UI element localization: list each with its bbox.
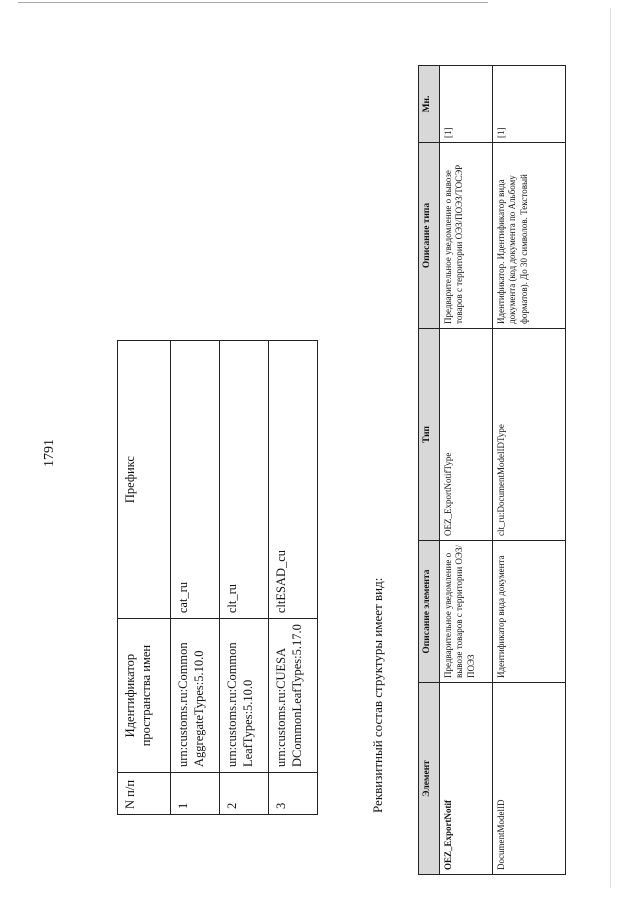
row-n: 2	[220, 773, 269, 815]
table-row	[440, 66, 493, 875]
row-type-description: Идентификатор. Идентификатор вида документа (код документа по Альбому форматов). До 30 символов. Текстовый	[493, 143, 566, 329]
row-type: OEZ_ExportNotifType	[440, 329, 493, 541]
row-prefix: clt_ru	[220, 341, 269, 619]
structure-table-header	[419, 66, 440, 875]
table-row	[493, 66, 566, 875]
header-prefix: Префикс	[118, 341, 171, 619]
header-namespace-id: Идентификатор пространства имен	[118, 619, 171, 773]
row-element: DocumentModelID	[493, 683, 566, 875]
namespace-table-header	[118, 341, 171, 815]
row-element-description: Предварительное уведомление о вывозе товаров с территории ОЭЗ/ПОЭЗ	[440, 541, 493, 683]
table-row	[171, 341, 220, 815]
row-prefix: cltESAD_cu	[269, 341, 318, 619]
row-type: clt_ru:DocumentModelIDType	[493, 329, 566, 541]
row-multiplicity: [1]	[493, 66, 566, 143]
page-number: 1791	[42, 439, 57, 467]
row-namespace-id: urn:customs.ru:Common LeafTypes:5.10.0	[220, 619, 269, 773]
row-n: 3	[269, 773, 318, 815]
header-multiplicity: Мн.	[419, 66, 440, 143]
row-n: 1	[171, 773, 220, 815]
row-prefix: cat_ru	[171, 341, 220, 619]
header-type-description: Описание типа	[419, 143, 440, 329]
row-element-description: Идентификатор вида документа	[493, 541, 566, 683]
header-element: Элемент	[419, 683, 440, 875]
namespace-table	[117, 340, 318, 815]
row-type-description: Предварительное уведомление о вывозе товаров с территории ОЭЗ/ПОЭЗ/ТОСЭР	[440, 143, 493, 329]
structure-table	[418, 65, 566, 875]
table-row	[220, 341, 269, 815]
header-n: N п/п	[118, 773, 171, 815]
row-multiplicity: [1]	[440, 66, 493, 143]
row-namespace-id: urn:customs.ru:CUESA DCommonLeafTypes:5.17.0	[269, 619, 318, 773]
structure-intro-text: Реквизитный состав структуры имеет вид:	[370, 577, 385, 813]
header-element-description: Описание элемента	[419, 541, 440, 683]
header-type: Тип	[419, 329, 440, 541]
row-namespace-id: urn:customs.ru:Common AggregateTypes:5.10.0	[171, 619, 220, 773]
table-row	[269, 341, 318, 815]
row-element: OEZ_ExportNotif	[440, 683, 493, 875]
